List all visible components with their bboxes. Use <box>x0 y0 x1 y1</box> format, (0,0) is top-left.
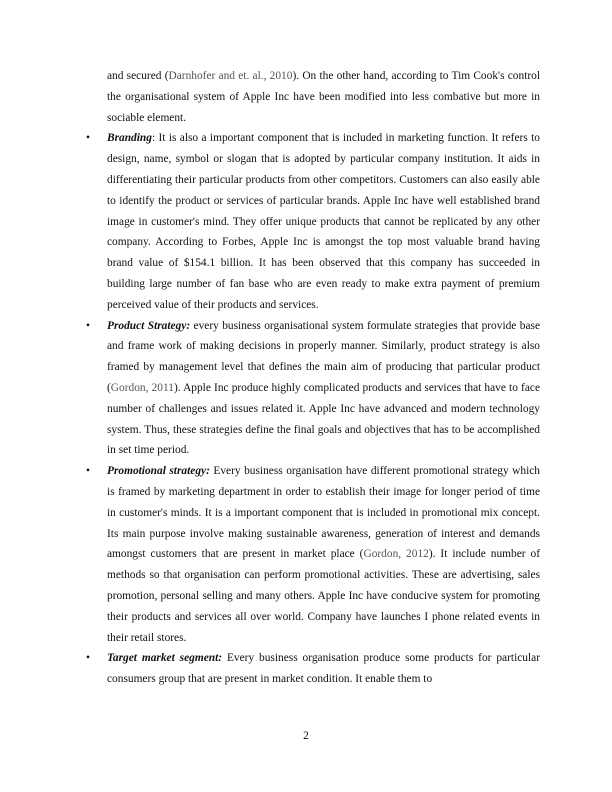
intro-text-start: and secured ( <box>107 70 169 82</box>
citation: Gordon, 2012 <box>363 548 429 561</box>
bullet-item-promotional-strategy <box>86 461 540 648</box>
bullet-item-branding <box>86 128 540 315</box>
bullet-list <box>86 128 541 690</box>
bullet-icon: • <box>86 132 90 145</box>
citation: Darnhofer and et. al., 2010 <box>168 70 293 82</box>
bullet-text-end: ). It include number of methods so that organisation can perform promotional activities. These are advertising, sales promotion, personal selling and many others. Apple Inc have conducive system for promoting their products and services all over world. Company have launches I phone related events in their retail stores. <box>107 548 540 644</box>
body-text <box>86 66 541 690</box>
term-heading: Promotional strategy: <box>107 465 210 478</box>
term-heading: Product Strategy: <box>107 319 191 332</box>
bullet-text-end: ). Apple Inc produce highly complicated products and services that have to face number of challenges and issues related it. Apple Inc have advanced and modern technology system. Thus, these strategies define the final goals and objectives that has to be accomplished in set time period. <box>107 381 540 457</box>
bullet-item-product-strategy <box>86 316 541 462</box>
bullet-text: It is also a important component that is included in marketing function. It refers to design, name, symbol or slogan that is adopted by particular company institution. It aids in differentiating their particular products from other competitors. Customers can also easily able to identify the product or services of particular brands. Apple Inc have well established brand image in customer's mind. They offer unique products that cannot be replicated by any other company. According to Forbes, Apple Inc is amongst the top most valuable brand having brand value of $154.1 billion. It has been observed that this company has succeeded in building large number of fan base who are even ready to make extra payment of premium perceived value of their products and services. <box>107 132 540 311</box>
bullet-text: every business organisational system formulate strategies that provide base and frame work of making decisions in properly manner. Similarly, product strategy is also framed by management level that defines the main aim of producing that particular product ( <box>107 319 541 394</box>
bullet-icon: • <box>86 465 90 478</box>
page-number: 2 <box>303 730 309 742</box>
bullet-text: Every business organisation produce some products for particular consumers group that are present in market condition. It enable them to <box>107 652 540 686</box>
bullet-text: Every business organisation have different promotional strategy which is framed by marketing department in order to establish their image for longer period of time in customer's minds. It is a important component that is included in promotional mix concept. Its main purpose involve making sustainable awareness, generation of interest and demands amongst customers that are present in market place ( <box>107 465 540 561</box>
bullet-icon: • <box>86 652 90 665</box>
citation: Gordon, 2011 <box>110 381 174 394</box>
intro-paragraph <box>107 66 540 128</box>
bullet-item-target-market-segment <box>86 648 540 690</box>
term-punctuation: : <box>151 132 156 145</box>
intro-text-end: ). On the other hand, according to Tim Cook's control the organisational system of Apple Inc have been modified into less combative but more in sociable element. <box>107 70 541 124</box>
term-heading: Target market segment: <box>107 652 223 665</box>
term-heading: Branding <box>107 132 152 145</box>
bullet-icon: • <box>86 319 90 332</box>
